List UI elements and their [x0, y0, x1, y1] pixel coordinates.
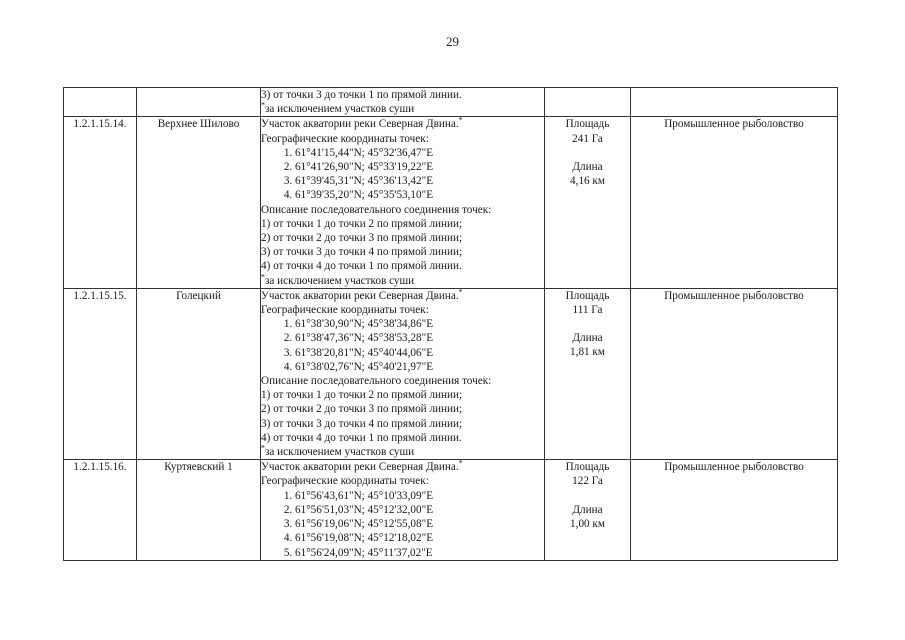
coord-item: 4. 61°39'35,20"N; 45°35'53,10"E — [295, 188, 544, 202]
area-cell — [545, 460, 631, 560]
area-value: 111 Га — [572, 304, 603, 317]
length-label: Длина — [572, 332, 603, 345]
continuation-line: 3) от точки 3 до точки 1 по прямой линии. — [261, 89, 462, 101]
site-name: Голецкий — [137, 288, 261, 459]
connection-step: 4) от точки 4 до точки 1 по прямой линии. — [261, 431, 462, 444]
area-label: Площадь — [565, 289, 610, 302]
coords-title: Географические координаты точек: — [261, 304, 429, 317]
connection-title: Описание последовательного соединения точек: — [261, 375, 492, 388]
continuation-name-cell — [137, 88, 261, 117]
continuation-area-cell — [545, 88, 631, 117]
area-label: Площадь — [565, 461, 610, 474]
fishing-areas-table — [63, 87, 838, 561]
site-description — [261, 288, 545, 459]
usage-type: Промышленное рыболовство — [631, 117, 838, 288]
length-value: 1,81 км — [570, 346, 605, 359]
table-row — [64, 460, 838, 560]
row-number: 1.2.1.15.14. — [64, 117, 137, 288]
coord-item: 3. 61°38'20,81"N; 45°40'44,06"E — [295, 346, 544, 360]
site-note: *за исключением участков суши — [261, 443, 415, 459]
continuation-note: *за исключением участков суши — [261, 100, 415, 116]
connection-step: 2) от точки 2 до точки 3 по прямой линии; — [261, 232, 463, 245]
site-intro: Участок акватории реки Северная Двина.* — [261, 115, 463, 131]
area-value: 122 Га — [572, 475, 603, 488]
area-value: 241 Га — [572, 132, 603, 145]
site-intro: Участок акватории реки Северная Двина.* — [261, 287, 463, 302]
usage-type: Промышленное рыболовство — [631, 288, 838, 459]
usage-type: Промышленное рыболовство — [631, 460, 838, 560]
coords-list — [261, 317, 544, 374]
coord-item: 4. 61°38'02,76"N; 45°40'21,97"E — [295, 360, 544, 374]
length-value: 1,00 км — [570, 517, 605, 530]
connection-step: 3) от точки 3 до точки 4 по прямой линии; — [261, 246, 463, 259]
connection-step: 3) от точки 3 до точки 4 по прямой линии; — [261, 417, 463, 430]
coord-item: 4. 61°56'19,08"N; 45°12'18,02"E — [295, 531, 544, 545]
area-cell — [545, 117, 631, 288]
row-number: 1.2.1.15.15. — [64, 288, 137, 459]
site-name: Верхнее Шилово — [137, 117, 261, 288]
coord-item: 1. 61°41'15,44"N; 45°32'36,47"E — [295, 146, 544, 160]
coord-item: 1. 61°38'30,90"N; 45°38'34,86"E — [295, 317, 544, 331]
coord-item: 2. 61°38'47,36"N; 45°38'53,28"E — [295, 331, 544, 345]
coords-title: Географические координаты точек: — [261, 132, 429, 145]
coord-item: 2. 61°56'51,03"N; 45°12'32,00"E — [295, 503, 544, 517]
site-intro: Участок акватории реки Северная Двина.* — [261, 458, 463, 474]
connection-step: 2) от точки 2 до точки 3 по прямой линии; — [261, 403, 463, 416]
connection-title: Описание последовательного соединения точек: — [261, 203, 492, 216]
continuation-number-cell — [64, 88, 137, 117]
table-row — [64, 117, 838, 288]
table-row-continuation — [64, 88, 838, 117]
row-number: 1.2.1.15.16. — [64, 460, 137, 560]
connection-step: 1) от точки 1 до точки 2 по прямой линии; — [261, 217, 463, 230]
length-label: Длина — [572, 160, 603, 173]
connection-step: 4) от точки 4 до точки 1 по прямой линии. — [261, 260, 462, 273]
coord-item: 1. 61°56'43,61"N; 45°10'33,09"E — [295, 489, 544, 503]
site-note: *за исключением участков суши — [261, 271, 415, 287]
area-cell — [545, 288, 631, 459]
connection-step: 1) от точки 1 до точки 2 по прямой линии; — [261, 389, 463, 402]
length-value: 4,16 км — [570, 175, 605, 188]
page-number: 29 — [446, 34, 459, 49]
coords-list — [261, 146, 544, 203]
length-label: Длина — [572, 503, 603, 516]
coord-item: 2. 61°41'26,90"N; 45°33'19,22"E — [295, 160, 544, 174]
coord-item: 5. 61°56'24,09"N; 45°11'37,02"E — [295, 546, 544, 560]
coords-title: Географические координаты точек: — [261, 475, 429, 488]
coord-item: 3. 61°39'45,31"N; 45°36'13,42"E — [295, 174, 544, 188]
coord-item: 3. 61°56'19,06"N; 45°12'55,08"E — [295, 517, 544, 531]
coords-list — [261, 489, 544, 560]
site-description — [261, 460, 545, 560]
continuation-description-cell — [261, 88, 545, 117]
table-row — [64, 288, 838, 459]
area-label: Площадь — [565, 118, 610, 131]
site-description — [261, 117, 545, 288]
continuation-use-cell — [631, 88, 838, 117]
site-name: Куртяевский 1 — [137, 460, 261, 560]
